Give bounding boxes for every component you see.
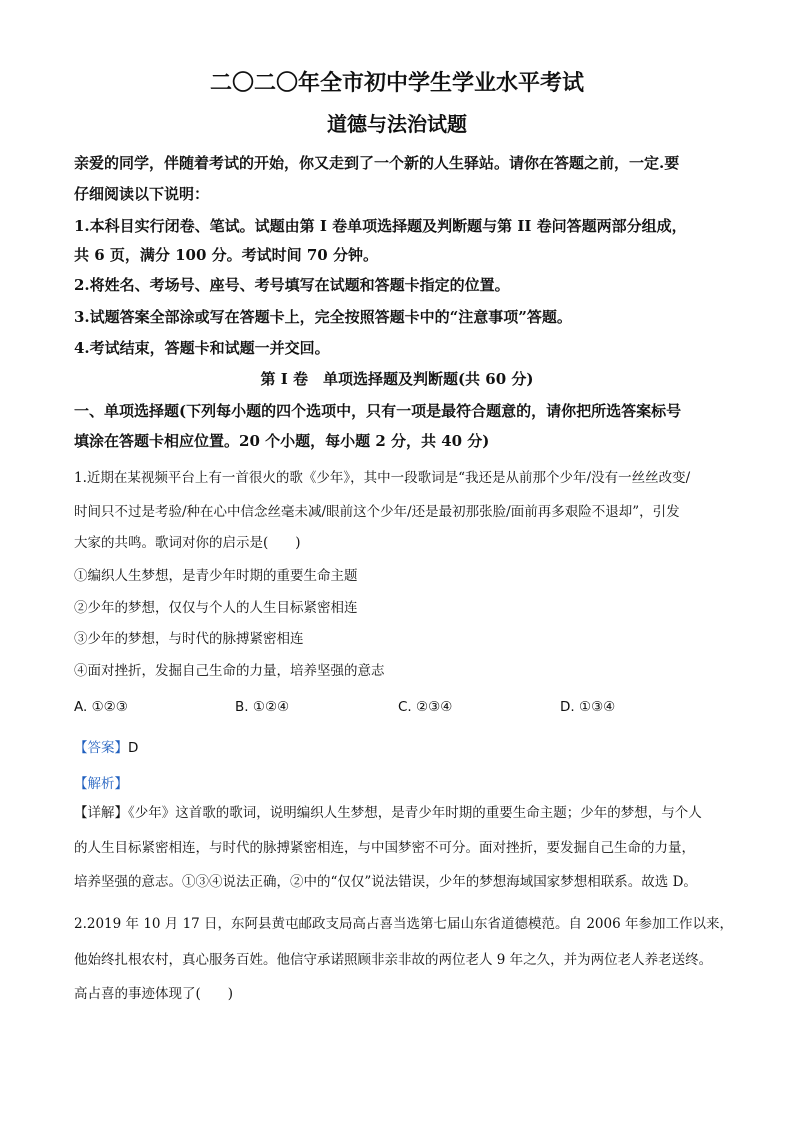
q1-analysis-tag — [74, 774, 128, 794]
detail-tag: 【详解】 — [74, 805, 128, 821]
q1-detail — [74, 803, 702, 823]
q1-answer — [74, 738, 138, 758]
q1-detail-cont: 培养坚强的意志。①③④说法正确，②中的“仅仅”说法错误，少年的梦想海域国家梦想相联系。故选 D。 — [74, 874, 697, 890]
q1-item-4: ④面对挫折，发掘自己生命的力量，培养坚强的意志 — [74, 663, 385, 679]
q1-detail-cont: 的人生目标紧密相连，与时代的脉搏紧密相连，与中国梦密不可分。面对挫折，要发掘自己生命的力量， — [74, 840, 695, 856]
q1-option-a: A. ①②③ — [74, 699, 128, 715]
part-instruction-cont: 填涂在答题卡相应位置。20 个小题，每小题 2 分，共 40 分) — [74, 432, 490, 450]
rule-4: 4.考试结束，答题卡和试题一并交回。 — [74, 339, 330, 357]
q2-stem: 2.2019 年 10 月 17 日，东阿县黄屯邮政支局高占喜当选第七届山东省道德模范。自 2006 年参加工作以来， — [74, 916, 733, 932]
q2-stem: 他始终扎根农村，真心服务百姓。他信守承诺照顾非亲非故的两位老人 9 年之久，并为两位老人养老送终。 — [74, 952, 713, 968]
detail-text: 《少年》这首歌的歌词，说明编织人生梦想，是青少年时期的重要生命主题；少年的梦想，与个人 — [128, 805, 702, 821]
q1-item-3: ③少年的梦想，与时代的脉搏紧密相连 — [74, 631, 304, 647]
part-instruction: 一、单项选择题(下列每小题的四个选项中，只有一项是最符合题意的，请你把所选答案标号 — [74, 402, 682, 420]
q1-item-2: ②少年的梦想，仅仅与个人的人生目标紧密相连 — [74, 600, 358, 616]
answer-tag: 【答案】 — [74, 740, 128, 756]
intro-line: 亲爱的同学，伴随着考试的开始，你又走到了一个新的人生驿站。请你在答题之前，一定.要 — [74, 154, 680, 172]
q1-item-1: ①编织人生梦想，是青少年时期的重要生命主题 — [74, 568, 358, 584]
answer-value: D — [128, 740, 139, 756]
q1-option-d: D. ①③④ — [560, 699, 616, 715]
rule-2: 2.将姓名、考场号、座号、考号填写在试题和答题卡指定的位置。 — [74, 276, 510, 294]
q1-option-b: B. ①②④ — [235, 699, 290, 715]
exam-subject: 道德与法治试题 — [327, 112, 467, 136]
q2-stem: 高占喜的事迹体现了( ) — [74, 986, 234, 1002]
q1-stem: 1.近期在某视频平台上有一首很火的歌《少年》，其中一段歌词是“我还是从前那个少年/没有一丝丝改变/ — [74, 470, 691, 486]
q1-option-c: C. ②③④ — [398, 699, 453, 715]
q1-stem: 时间只不过是考验/种在心中信念丝毫未减/眼前这个少年/还是最初那张脸/面前再多艰险不退却”，引发 — [74, 504, 680, 520]
section-title: 第 I 卷 单项选择题及判断题(共 60 分) — [260, 370, 534, 388]
rule-1-cont: 共 6 页，满分 100 分。考试时间 70 分钟。 — [74, 246, 378, 264]
intro-line: 仔细阅读以下说明： — [74, 185, 210, 203]
rule-3: 3.试题答案全部涂或写在答题卡上，完全按照答题卡中的“注意事项”答题。 — [74, 308, 572, 326]
analysis-tag: 【解析】 — [74, 776, 128, 792]
rule-1: 1.本科目实行闭卷、笔试。试题由第 I 卷单项选择题及判断题与第 II 卷问答题两部分组成， — [74, 217, 687, 235]
exam-title: 二〇二〇年全市初中学生学业水平考试 — [209, 70, 584, 96]
q1-stem: 大家的共鸣。歌词对你的启示是( ) — [74, 535, 301, 551]
